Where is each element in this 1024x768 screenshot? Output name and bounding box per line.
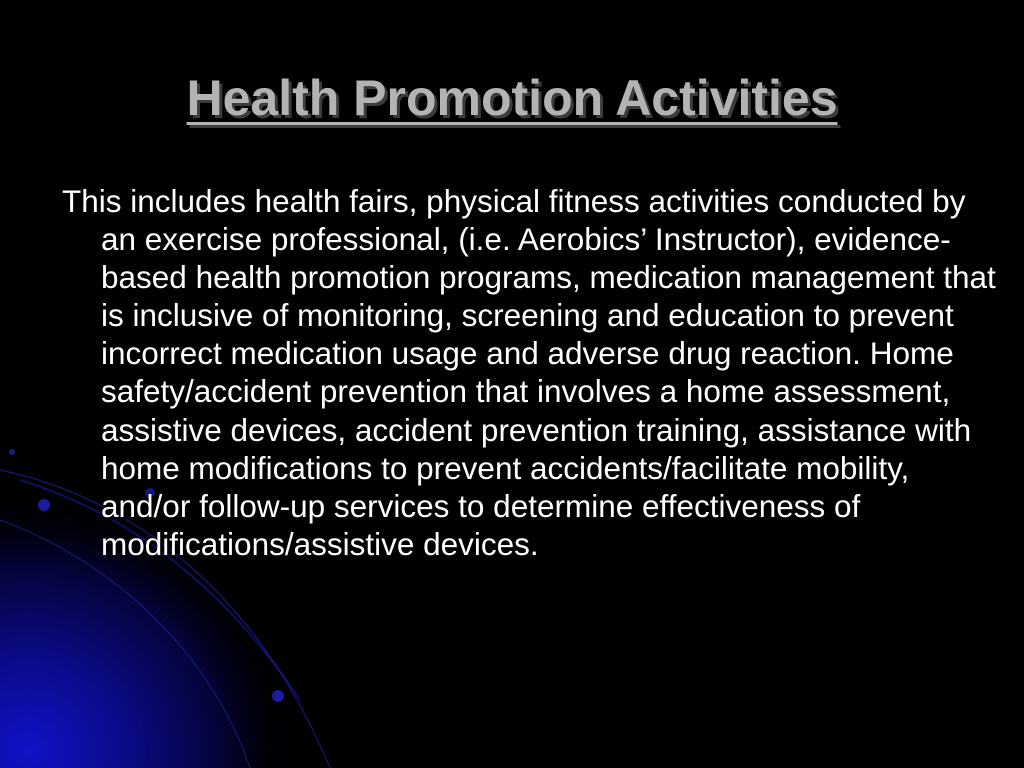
slide-title: Health Promotion Activities xyxy=(186,70,838,126)
blue-dot-4 xyxy=(9,449,15,455)
slide-body-text: This includes health fairs, physical fitness activities conducted by an exercise professional, (i.e. Aerobics’ Instructor), evidence-based health promotion programs, medication management that is inclusive of monitoring, screening and education to prevent incorrect medication usage and adverse drug reaction. Home safety/accident prevention that involves a home assessment, assistive devices, accident prevention training, assistance with home modifications to prevent accidents/facilitate mobility, and/or follow-up services to determine effectiveness of modifications/assistive devices. xyxy=(62,183,996,562)
blue-dot-1 xyxy=(38,499,50,511)
blue-dot-3 xyxy=(272,690,284,702)
